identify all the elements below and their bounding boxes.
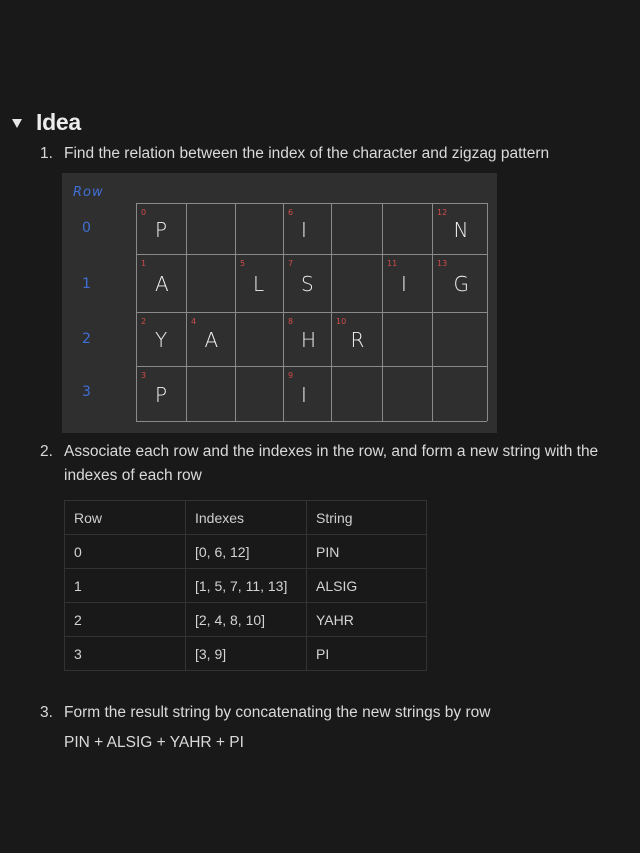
grid-line <box>487 203 488 421</box>
row-axis-label: Row <box>73 185 104 200</box>
cell-character: P <box>155 382 168 407</box>
table-row <box>65 569 427 603</box>
step-number: 3. <box>40 704 53 721</box>
cell-character: P <box>155 217 168 242</box>
section-heading: Idea <box>36 109 81 135</box>
cell-character: Y <box>155 328 168 352</box>
cell-index: 10 <box>336 317 347 326</box>
row-number: 1 <box>82 276 91 292</box>
toggle-block[interactable] <box>12 109 81 136</box>
cell-index: 5 <box>240 259 246 268</box>
cell-character: G <box>453 272 469 296</box>
grid-line <box>136 312 487 313</box>
cell-index: 12 <box>437 208 448 217</box>
zigzag-grid <box>136 203 487 421</box>
result-formula: PIN + ALSIG + YAHR + PI <box>64 734 244 751</box>
grid-line <box>136 421 487 422</box>
cell-character: S <box>301 272 314 296</box>
table-cell: PI <box>307 637 427 671</box>
grid-line <box>283 203 284 421</box>
header-cell: Indexes <box>186 501 307 535</box>
cell-index: 6 <box>288 208 294 217</box>
cell-index: 7 <box>288 259 294 268</box>
grid-line <box>136 203 137 421</box>
cell-index: 9 <box>288 371 294 380</box>
step-text: Associate each row and the indexes in the row, and form a new string with the indexes of each row <box>64 443 599 484</box>
table-cell: 3 <box>65 637 186 671</box>
table-cell: PIN <box>307 535 427 569</box>
table-cell: [0, 6, 12] <box>186 535 307 569</box>
cell-character: H <box>301 328 317 352</box>
grid-line <box>432 203 433 421</box>
table-cell: 0 <box>65 535 186 569</box>
table-cell: ALSIG <box>307 569 427 603</box>
cell-index: 3 <box>141 371 147 380</box>
table-row <box>65 535 427 569</box>
cell-index: 11 <box>387 259 398 268</box>
grid-line <box>235 203 236 421</box>
cell-character: A <box>204 328 219 352</box>
grid-line <box>136 366 487 367</box>
header-cell: Row <box>65 501 186 535</box>
row-index-table <box>64 500 427 671</box>
cell-character: I <box>301 382 307 407</box>
cell-character: I <box>401 272 407 296</box>
table-header-row <box>65 501 427 535</box>
cell-index: 8 <box>288 317 294 326</box>
table-cell: [3, 9] <box>186 637 307 671</box>
step-text: Form the result string by concatenating the new strings by row <box>64 704 491 721</box>
step-number: 1. <box>40 145 53 162</box>
grid-line <box>382 203 383 421</box>
step-3 <box>40 701 490 725</box>
step-2 <box>40 440 634 488</box>
row-number: 0 <box>82 220 91 236</box>
row-number: 2 <box>82 331 91 347</box>
table-cell: [1, 5, 7, 11, 13] <box>186 569 307 603</box>
cell-character: N <box>453 217 469 242</box>
table-cell: 1 <box>65 569 186 603</box>
step-1 <box>40 142 549 166</box>
cell-index: 0 <box>141 208 147 217</box>
cell-character: L <box>253 272 265 296</box>
grid-line <box>136 254 487 255</box>
table-cell: [2, 4, 8, 10] <box>186 603 307 637</box>
table-row <box>65 637 427 671</box>
grid-line <box>331 203 332 421</box>
cell-index: 2 <box>141 317 147 326</box>
row-number: 3 <box>82 384 91 400</box>
zigzag-drawing <box>62 173 497 433</box>
cell-character: R <box>350 328 365 352</box>
cell-index: 13 <box>437 259 448 268</box>
grid-line <box>136 203 487 204</box>
step-number: 2. <box>40 443 53 460</box>
table-row <box>65 603 427 637</box>
cell-character: A <box>155 272 169 296</box>
step-text: Find the relation between the index of the character and zigzag pattern <box>64 145 550 162</box>
table-cell: 2 <box>65 603 186 637</box>
triangle-down-icon[interactable] <box>12 119 22 128</box>
cell-character: I <box>301 217 307 242</box>
cell-index: 4 <box>191 317 197 326</box>
table-cell: YAHR <box>307 603 427 637</box>
cell-index: 1 <box>141 259 147 268</box>
header-cell: String <box>307 501 427 535</box>
grid-line <box>186 203 187 421</box>
